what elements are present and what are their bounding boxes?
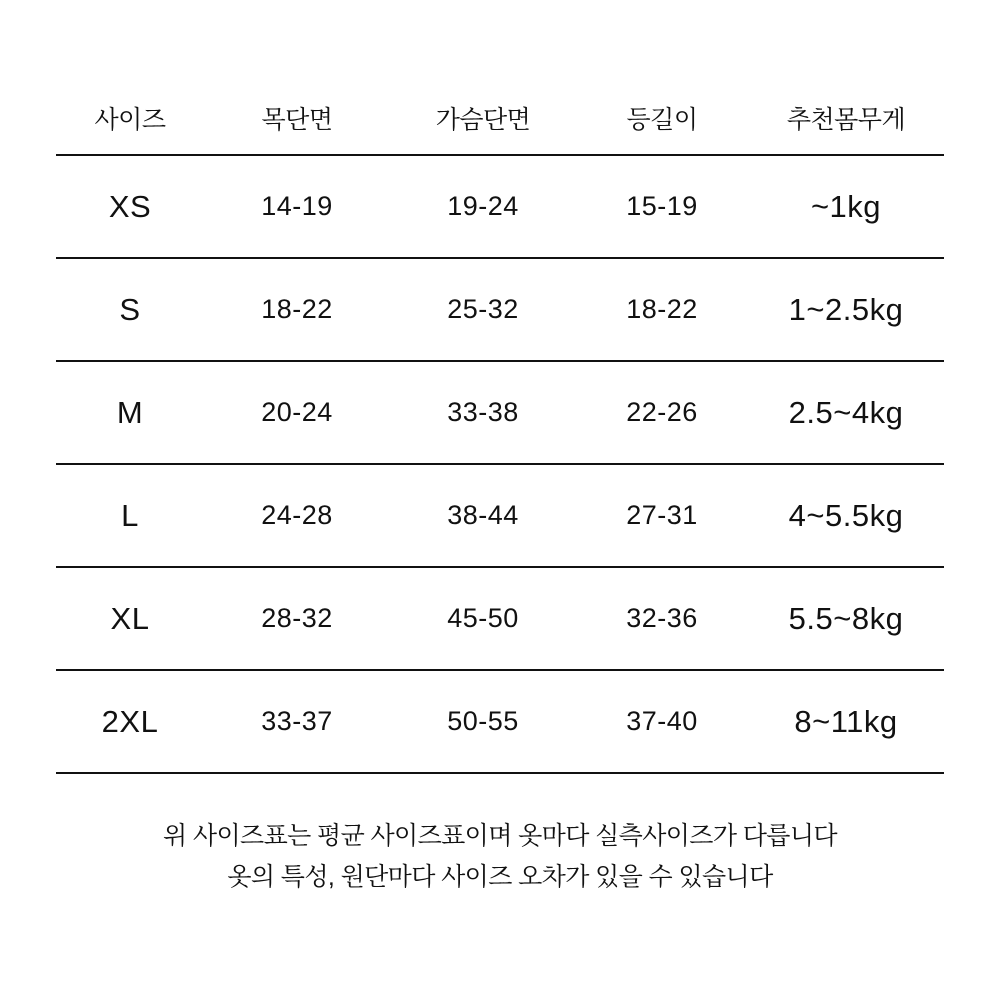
column-header-neck: 목단면	[261, 106, 333, 134]
cell-chest: 25-32	[447, 294, 519, 324]
cell-neck: 28-32	[261, 603, 333, 633]
cell-neck: 20-24	[261, 397, 333, 427]
cell-chest: 33-38	[447, 397, 519, 427]
cell-size: XL	[110, 600, 150, 636]
cell-neck: 24-28	[261, 500, 333, 530]
column-header-size: 사이즈	[94, 106, 166, 134]
size-table	[56, 82, 944, 774]
column-header-recommended-weight: 추천몸무게	[786, 106, 906, 134]
column-header-chest: 가슴단면	[435, 106, 531, 134]
cell-chest: 45-50	[447, 603, 519, 633]
table-header	[56, 82, 944, 155]
cell-back-length: 18-22	[626, 294, 698, 324]
cell-back-length: 32-36	[626, 603, 698, 633]
cell-size: M	[116, 394, 144, 430]
cell-weight: 4~5.5kg	[788, 497, 904, 533]
table-row	[56, 258, 944, 361]
table-row	[56, 361, 944, 464]
cell-chest: 38-44	[447, 500, 519, 530]
size-table-container	[56, 82, 944, 774]
cell-neck: 18-22	[261, 294, 333, 324]
cell-back-length: 15-19	[626, 191, 698, 221]
cell-chest: 50-55	[447, 706, 519, 736]
cell-back-length: 27-31	[626, 500, 698, 530]
cell-size: S	[119, 291, 141, 327]
cell-weight: 5.5~8kg	[788, 600, 904, 636]
table-row	[56, 155, 944, 258]
cell-chest: 19-24	[447, 191, 519, 221]
table-row	[56, 567, 944, 670]
note-line-1: 위 사이즈표는 평균 사이즈표이며 옷마다 실측사이즈가 다릅니다	[163, 822, 837, 850]
cell-size: L	[121, 497, 139, 533]
cell-neck: 14-19	[261, 191, 333, 221]
cell-back-length: 37-40	[626, 706, 698, 736]
cell-weight: 1~2.5kg	[788, 291, 904, 327]
cell-size: 2XL	[101, 703, 159, 739]
cell-weight: 8~11kg	[794, 703, 898, 739]
cell-size: XS	[108, 188, 152, 224]
table-row	[56, 670, 944, 773]
cell-weight: ~1kg	[810, 188, 882, 224]
table-row	[56, 464, 944, 567]
table-body	[56, 155, 944, 773]
cell-neck: 33-37	[261, 706, 333, 736]
header-row	[56, 82, 944, 155]
disclaimer-notes	[0, 816, 1000, 897]
cell-back-length: 22-26	[626, 397, 698, 427]
note-line-2: 옷의 특성, 원단마다 사이즈 오차가 있을 수 있습니다	[227, 862, 773, 891]
cell-weight: 2.5~4kg	[788, 394, 904, 430]
column-header-back-length: 등길이	[626, 106, 698, 134]
